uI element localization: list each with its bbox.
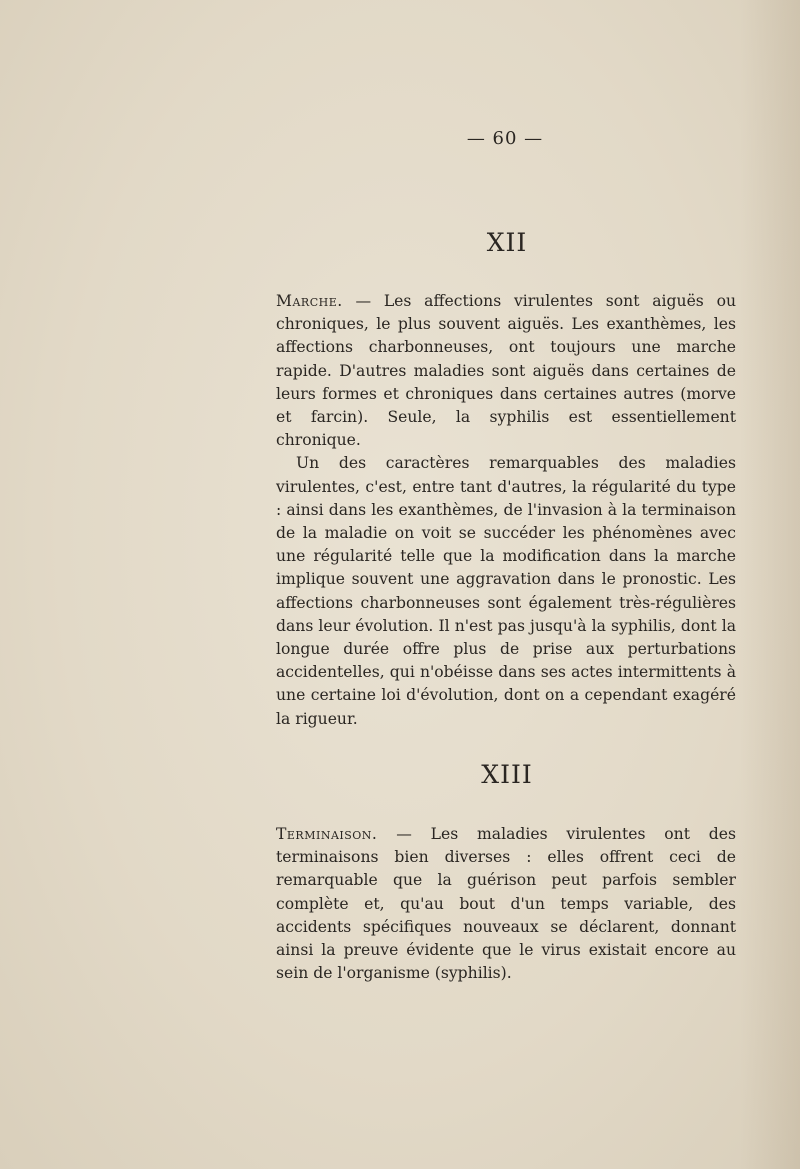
section-body-xiii	[276, 823, 736, 985]
page-number: — 60 —	[466, 128, 544, 149]
paragraph-marche-text: — Les affections virulentes sont aiguës ou chroniques, le plus souvent aiguës. Les exanthèmes, les affections charbonneuses, ont toujours une marche rapide. D'autres maladies sont aiguës dans certaines de leurs formes et chroniques dans certaines autres (morve et farcin). Seule, la syphilis est essentiellement chronique.	[276, 292, 736, 450]
section-heading-xii: XII	[486, 228, 528, 257]
paragraph-terminaison-text: — Les maladies virulentes ont des terminaisons bien diverses : elles offrent ceci de remarquable que la guérison peut parfois sembler complète et, qu'au bout d'un temps variable, des accidents spécifiques nouveaux se déclarent, donnant ainsi la preuve évidente que le virus existait encore au sein de l'organisme (syphilis).	[276, 825, 736, 983]
section-heading-xiii: XIII	[481, 760, 533, 789]
runin-heading-marche: Marche.	[276, 292, 343, 310]
runin-heading-terminaison: Terminaison.	[276, 825, 378, 843]
paragraph-regularite: Un des caractères remarquables des maladies virulentes, c'est, entre tant d'autres, la régularité du type : ainsi dans les exanthèmes, de l'invasion à la terminaison de la maladie on voit se succéder les phénomènes avec une régularité telle que la modification dans la marche implique souvent une aggravation dans le pronostic. Les affections charbonneuses sont également très-régulières dans leur évolution. Il n'est pas jusqu'à la syphilis, dont la longue durée offre plus de prise aux perturbations accidentelles, qui n'obéisse dans ses actes intermittents à une certaine loi d'évolution, dont on a cependant exagéré la rigueur.	[276, 454, 736, 728]
section-body-xii	[276, 290, 736, 731]
paragraph-terminaison	[276, 823, 736, 985]
paragraph-marche	[276, 290, 736, 452]
